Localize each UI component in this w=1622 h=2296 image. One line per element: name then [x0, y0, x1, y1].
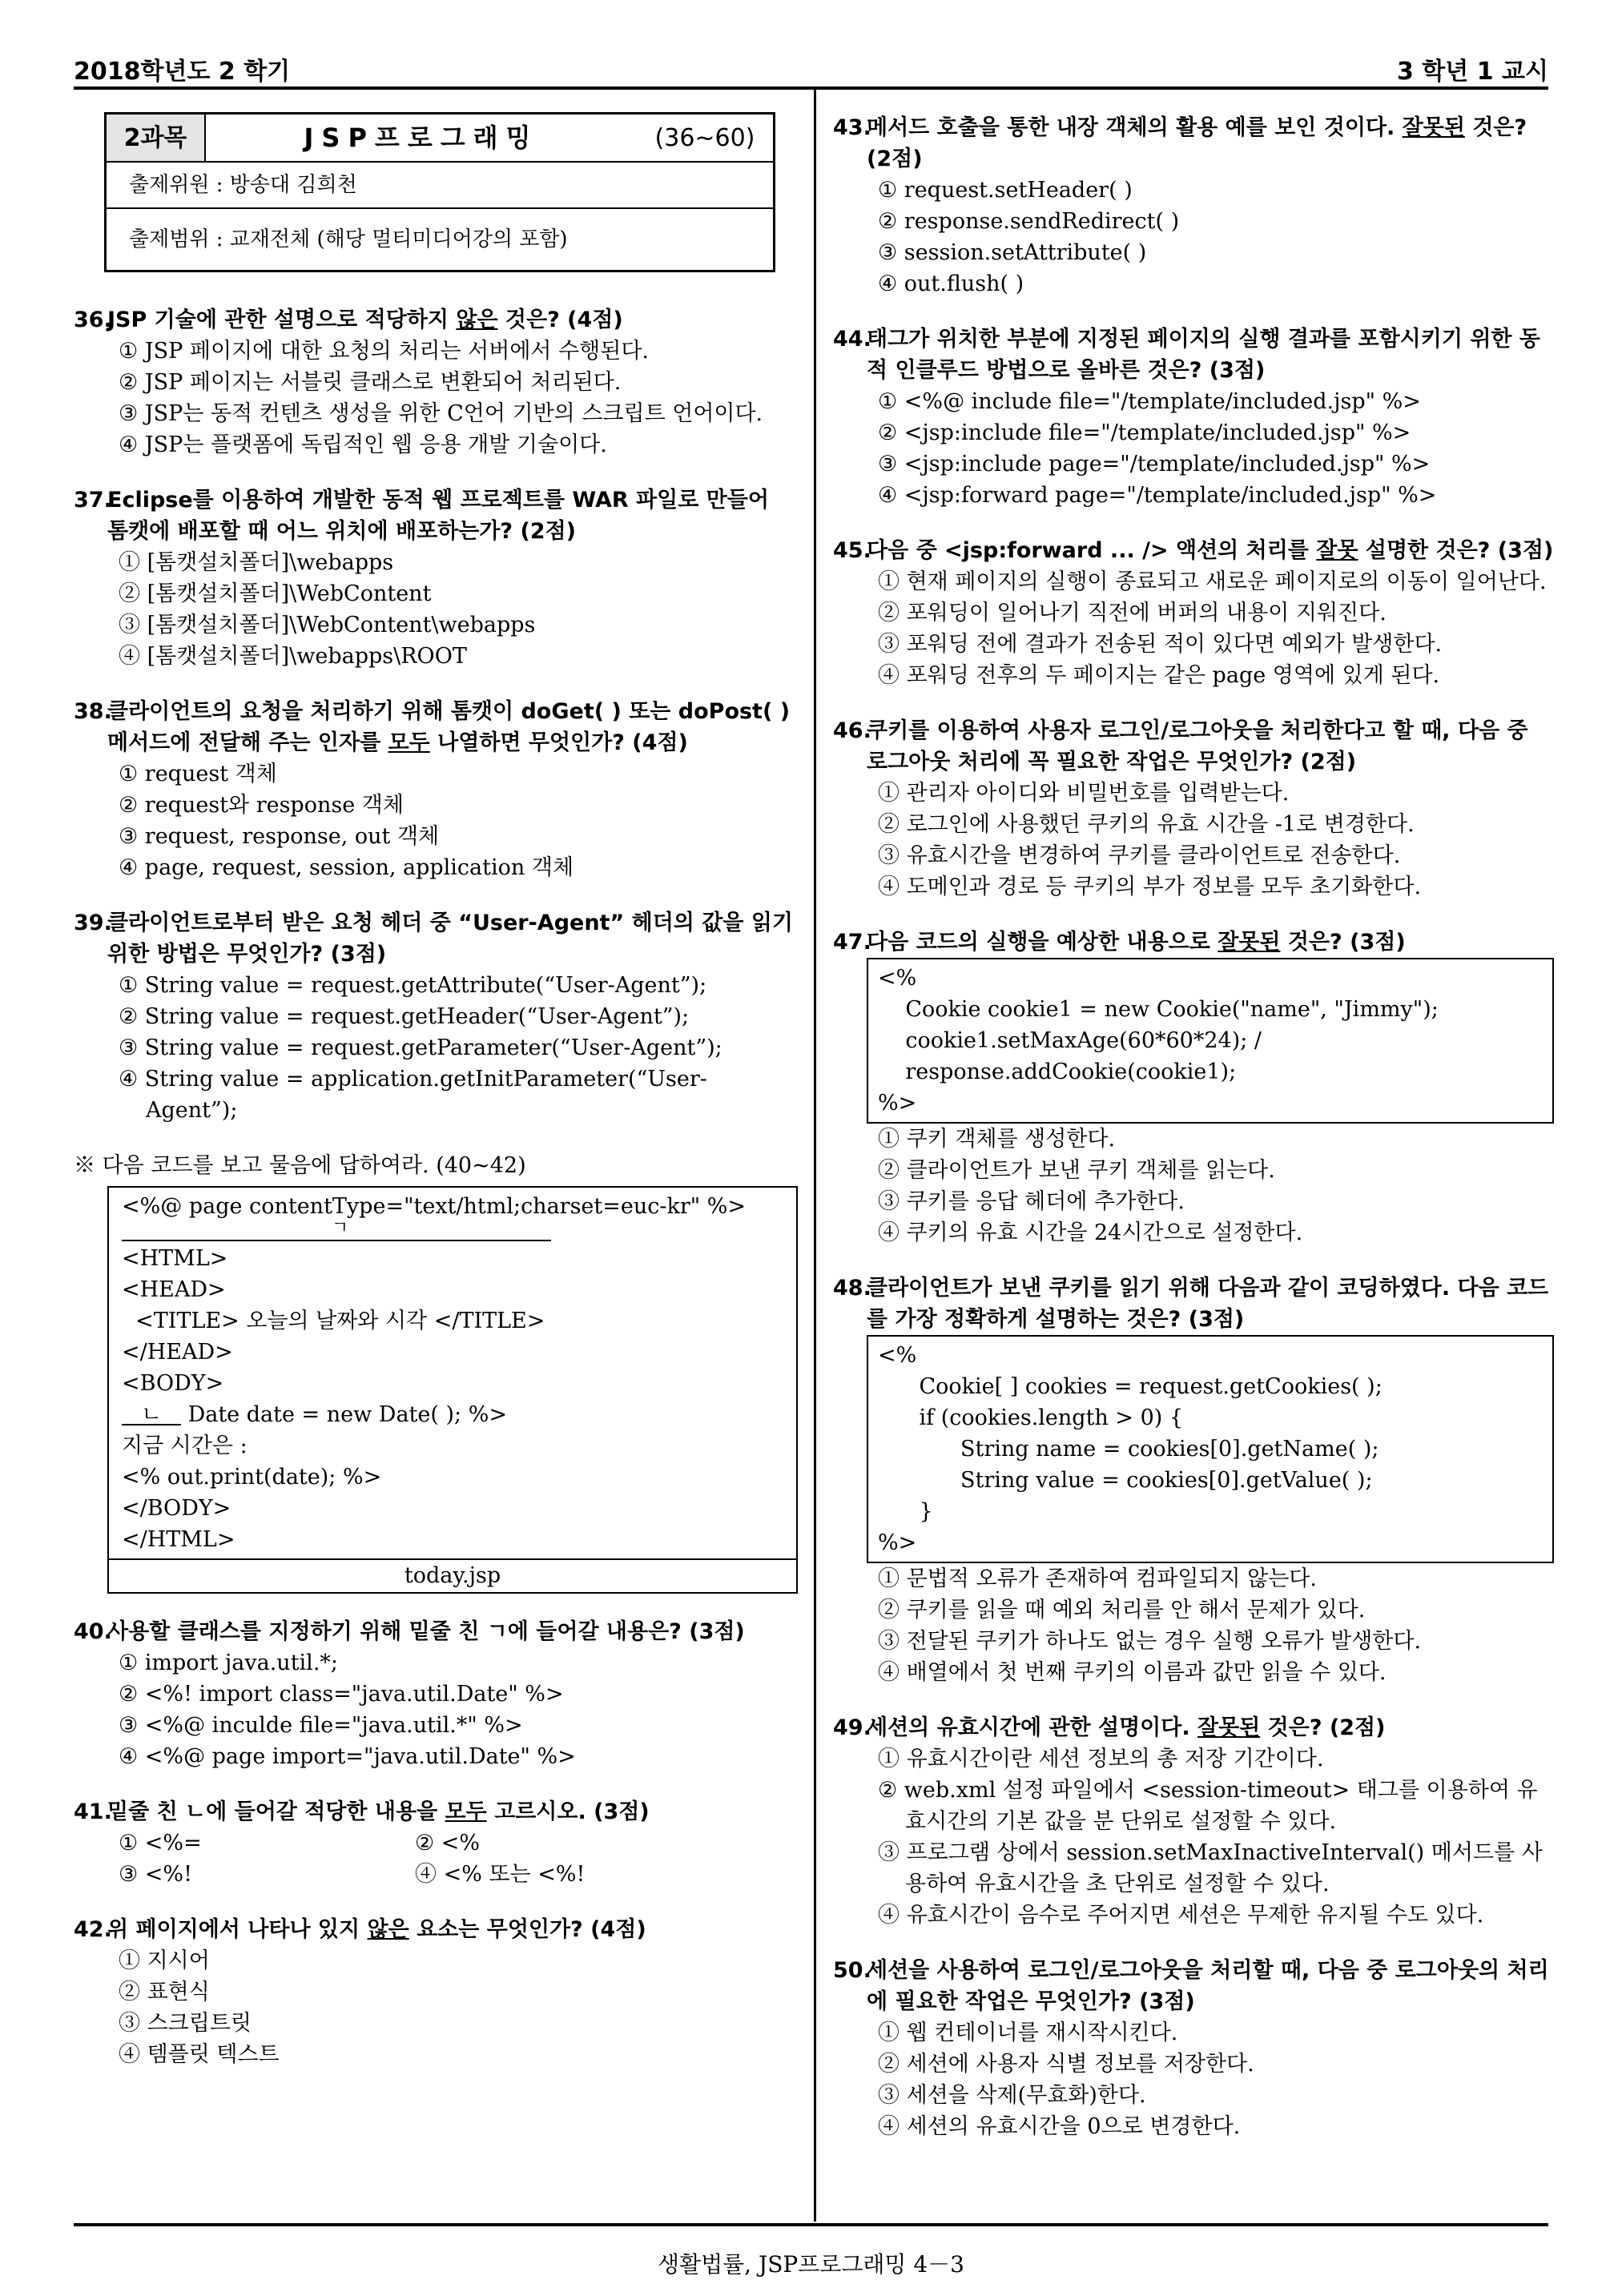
option: ④ <jsp:forward page="/template/included.jsp" %> — [878, 483, 1437, 508]
option: ② JSP 페이지는 서블릿 클래스로 변환되어 처리된다. — [119, 370, 622, 395]
option: ④ 쿠키의 유효 시간을 24시간으로 설정한다. — [878, 1220, 1303, 1245]
option: ④ <% 또는 <%! — [415, 1862, 586, 1887]
blank-mark-b: ㄴ — [122, 1406, 181, 1425]
option: ② <% — [415, 1831, 481, 1856]
option: ① request.setHeader( ) — [878, 178, 1133, 203]
option: ③ 세션을 삭제(무효화)한다. — [878, 2083, 1146, 2108]
option: ① 웹 컨테이너를 재시작시킨다. — [878, 2021, 1178, 2045]
option: ③ 전달된 쿠키가 하나도 없는 경우 실행 오류가 발생한다. — [878, 1629, 1422, 1654]
question-47: 47.다음 코드의 실행을 예상한 내용으로 잘못된 것은? (3점) <% Cookie cookie1 = new Cookie("name", "Jimmy"); cookie1.setMaxAge(60*60*24); / response.addCookie(cookie1); %> ① 쿠키 객체를 생성한다. ② 클라이언트가 보낸 쿠키 객체를 읽는다. ③ 쿠키를 응답 헤더에 추가한다. ④ 쿠키의 유효 시간을 24시간으로 설정한다. — [833, 927, 1554, 1249]
option: ① <%@ include file="/template/included.jsp" %> — [878, 389, 1421, 414]
subject-author: 출제위원 : 방송대 김희천 — [107, 163, 773, 209]
option: ④ 세션의 유효시간을 0으로 변경한다. — [878, 2114, 1241, 2139]
top-rule — [74, 86, 1548, 90]
option: ④ String value = application.getInitParameter(“User-Agent”); — [119, 1067, 707, 1123]
grade-period-label: 3 학년 1 교시 — [1396, 58, 1548, 86]
subject-title: JSP프로그래밍 — [304, 122, 539, 153]
bottom-rule — [74, 2223, 1548, 2226]
option: ③ <jsp:include page="/template/included.jsp" %> — [878, 452, 1431, 476]
code-block-today-jsp: <%@ page contentType="text/html;charset=euc-kr" %> ㄱ <HTML> <HEAD> <TITLE> 오늘의 날짜와 시각 </TITLE> </HEAD> <BODY> ㄴ Date date = new Date( ); %> 지금 시간은 : <% out.print(date); %> </BODY> </HTML> today.jsp — [107, 1186, 798, 1594]
option: ③ 스크립트릿 — [119, 2011, 252, 2036]
left-column — [74, 112, 795, 2094]
option: ④ 유효시간이 음수로 주어지면 세션은 무제한 유지될 수도 있다. — [878, 1903, 1484, 1928]
question-50: 50.세션을 사용하여 로그인/로그아웃을 처리할 때, 다음 중 로그아웃의 처리에 필요한 작업은 무엇인가? (3점) ① 웹 컨테이너를 재시작시킨다. ② 세션에 사용자 식별 정보를 저장한다. ③ 세션을 삭제(무효화)한다. ④ 세션의 유효시간을 0으로 변경한다. — [833, 1955, 1554, 2142]
option: ③ session.setAttribute( ) — [878, 240, 1147, 265]
option: ③ [톰캣설치폴더]\WebContent\webapps — [119, 613, 536, 637]
option: ④ <%@ page import="java.util.Date" %> — [119, 1744, 576, 1769]
option: ③ request, response, out 객체 — [119, 824, 440, 849]
option: ② 쿠키를 읽을 때 예외 처리를 안 해서 문제가 있다. — [878, 1598, 1366, 1622]
question-48: 48.클라이언트가 보낸 쿠키를 읽기 위해 다음과 같이 코딩하였다. 다음 코드를 가장 정확하게 설명하는 것은? (3점) <% Cookie[ ] cookies = request.getCookies( ); if (cookies.length > 0) { String name = cookies[0].getName( ); String value = cookies[0].getValue( ); } %> ① 문법적 오류가 존재하여 컴파일되지 않는다. ② 쿠키를 읽을 때 예외 처리를 안 해서 문제가 있다. ③ 전달된 쿠키가 하나도 없는 경우 실행 오류가 발생한다. ④ 배열에서 첫 번째 쿠키의 이름과 값만 읽을 수 있다. — [833, 1273, 1554, 1688]
question-range: (36∼60) — [654, 123, 755, 152]
option: ① 유효시간이란 세션 정보의 총 저장 기간이다. — [878, 1747, 1324, 1771]
option: ③ JSP는 동적 컨텐츠 생성을 위한 C언어 기반의 스크립트 언어이다. — [119, 401, 763, 426]
option: ② <%! import class="java.util.Date" %> — [119, 1682, 564, 1707]
option: ② web.xml 설정 파일에서 <session-timeout> 태그를 이용하여 유효시간의 기본 값을 분 단위로 설정할 수 있다. — [878, 1778, 1538, 1834]
option: ③ 유효시간을 변경하여 쿠키를 클라이언트로 전송한다. — [878, 843, 1401, 868]
option: ④ page, request, session, application 객체 — [119, 855, 574, 880]
question-36: 36.JSP 기술에 관한 설명으로 적당하지 않은 것은? (4점) ① JSP 페이지에 대한 요청의 처리는 서버에서 수행된다. ② JSP 페이지는 서블릿 클래스로 변환되어 처리된다. ③ JSP는 동적 컨텐츠 생성을 위한 C언어 기반의 스크립트 언어이다. ④ JSP는 플랫폼에 독립적인 웹 응용 개발 기술이다. — [74, 304, 795, 460]
option: ④ JSP는 플랫폼에 독립적인 웹 응용 개발 기술이다. — [119, 432, 607, 457]
option: ① 쿠키 객체를 생성한다. — [878, 1127, 1116, 1152]
option: ③ 쿠키를 응답 헤더에 추가한다. — [878, 1189, 1185, 1214]
question-37: 37.Eclipse를 이용하여 개발한 동적 웹 프로젝트를 WAR 파일로 만들어 톰캣에 배포할 때 어느 위치에 배포하는가? (2점) ① [톰캣설치폴더]\webapps ② [톰캣설치폴더]\WebContent ③ [톰캣설치폴더]\WebContent\webapps ④ [톰캣설치폴더]\webapps\ROOT — [74, 485, 795, 672]
option: ① import java.util.*; — [119, 1651, 338, 1675]
question-40: 40.사용할 클래스를 지정하기 위해 밑줄 친 ㄱ에 들어갈 내용은? (3점) ① import java.util.*; ② <%! import class="java.util.Date" %> ③ <%@ inculde file="java.util.*" %> ④ <%@ page import="java.util.Date" %> — [74, 1616, 795, 1772]
code-block-47: <% Cookie cookie1 = new Cookie("name", "Jimmy"); cookie1.setMaxAge(60*60*24); / response.addCookie(cookie1); %> — [867, 958, 1554, 1124]
semester-label: 2018학년도 2 학기 — [74, 58, 291, 86]
option: ④ 배열에서 첫 번째 쿠키의 이름과 값만 읽을 수 있다. — [878, 1660, 1387, 1685]
option: ④ [톰캣설치폴더]\webapps\ROOT — [119, 644, 467, 669]
option: ② String value = request.getHeader(“User-Agent”); — [119, 1004, 690, 1029]
column-divider — [814, 90, 816, 2222]
option: ① 지시어 — [119, 1948, 210, 1973]
option: ① 문법적 오류가 존재하여 컴파일되지 않는다. — [878, 1566, 1317, 1591]
option: ① String value = request.getAttribute(“User-Agent”); — [119, 973, 707, 998]
option: ① 현재 페이지의 실행이 종료되고 새로운 페이지로의 이동이 일어난다. — [878, 569, 1547, 594]
instruction-note: ※ 다음 코드를 보고 물음에 답하여라. (40∼42) — [74, 1153, 526, 1178]
option: ② 클라이언트가 보낸 쿠키 객체를 읽는다. — [878, 1158, 1275, 1183]
subject-number: 2과목 — [107, 115, 206, 161]
question-41: 41.밑줄 친 ㄴ에 들어갈 적당한 내용을 모두 고르시오. (3점) ① <%= ② <% ③ <%! ④ <% 또는 <%! — [74, 1796, 795, 1890]
question-44: 44.태그가 위치한 부분에 지정된 페이지의 실행 결과를 포함시키기 위한 동적 인클루드 방법으로 올바른 것은? (3점) ① <%@ include file="/template/included.jsp" %> ② <jsp:include file="/template/included.jsp" %> ③ <jsp:include page="/template/included.jsp" %> ④ <jsp:forward page="/template/included.jsp" %> — [833, 324, 1554, 511]
option: ② 표현식 — [119, 1980, 210, 2004]
option: ③ <%@ inculde file="java.util.*" %> — [119, 1713, 523, 1738]
question-45: 45.다음 중 <jsp:forward ... /> 액션의 처리를 잘못 설명한 것은? (3점) ① 현재 페이지의 실행이 종료되고 새로운 페이지로의 이동이 일어난다. ② 포워딩이 일어나기 직전에 버퍼의 내용이 지워진다. ③ 포워딩 전에 결과가 전송된 적이 있다면 예외가 발생한다. ④ 포워딩 전후의 두 페이지는 같은 page 영역에 있게 된다. — [833, 535, 1554, 691]
option: ② 세션에 사용자 식별 정보를 저장한다. — [878, 2052, 1254, 2077]
page-header — [74, 46, 1548, 86]
question-46: 46.쿠키를 이용하여 사용자 로그인/로그아웃을 처리한다고 할 때, 다음 중 로그아웃 처리에 꼭 필요한 작업은 무엇인가? (2점) ① 관리자 아이디와 비밀번호를 입력받는다. ② 로그인에 사용했던 쿠키의 유효 시간을 -1로 변경한다. ③ 유효시간을 변경하여 쿠키를 클라이언트로 전송한다. ④ 도메인과 경로 등 쿠키의 부가 정보를 모두 초기화한다. — [833, 715, 1554, 903]
option: ① JSP 페이지에 대한 요청의 처리는 서버에서 수행된다. — [119, 339, 649, 364]
option: ① [톰캣설치폴더]\webapps — [119, 550, 394, 575]
option: ③ <%! — [119, 1862, 192, 1887]
option: ② 포워딩이 일어나기 직전에 버퍼의 내용이 지워진다. — [878, 601, 1387, 625]
option: ② [톰캣설치폴더]\WebContent — [119, 581, 432, 606]
code-filename: today.jsp — [109, 1558, 796, 1592]
option: ④ 도메인과 경로 등 쿠키의 부가 정보를 모두 초기화한다. — [878, 875, 1422, 899]
subject-scope: 출제범위 : 교재전체 (해당 멀티미디어강의 포함) — [129, 227, 568, 251]
question-43: 43.메서드 호출을 통한 내장 객체의 활용 예를 보인 것이다. 잘못된 것은? (2점) ① request.setHeader( ) ② response.sendRedirect( ) ③ session.setAttribute( ) ④ out.flush( ) — [833, 112, 1554, 300]
option: ③ 포워딩 전에 결과가 전송된 적이 있다면 예외가 발생한다. — [878, 632, 1443, 657]
blank-mark-a: ㄱ — [332, 1218, 349, 1238]
option: ④ 템플릿 텍스트 — [119, 2042, 280, 2067]
question-49: 49.세션의 유효시간에 관한 설명이다. 잘못된 것은? (2점) ① 유효시간이란 세션 정보의 총 저장 기간이다. ② web.xml 설정 파일에서 <session-timeout> 태그를 이용하여 유효시간의 기본 값을 분 단위로 설정할 수 있다. ③ 프로그램 상에서 session.setMaxInactiveInterval() 메서드를 사용하여 유효시간을 초 단위로 설정할 수 있다. ④ 유효시간이 음수로 주어지면 세션은 무제한 유지될 수도 있다. — [833, 1712, 1554, 1931]
option: ② response.sendRedirect( ) — [878, 209, 1180, 234]
option: ① request 객체 — [119, 762, 277, 786]
question-38: 38.클라이언트의 요청을 처리하기 위해 톰캣이 doGet( ) 또는 doPost( ) 메서드에 전달해 주는 인자를 모두 나열하면 무엇인가? (4점) ① request 객체 ② request와 response 객체 ③ request, response, out 객체 ④ page, request, session, application 객체 — [74, 696, 795, 883]
code-block-48: <% Cookie[ ] cookies = request.getCookies( ); if (cookies.length > 0) { String name = cookies[0].getName( ); String value = cookies[0].getValue( ); } %> — [867, 1335, 1554, 1563]
option: ② 로그인에 사용했던 쿠키의 유효 시간을 -1로 변경한다. — [878, 812, 1415, 837]
subject-box — [104, 112, 775, 272]
option: ② request와 response 객체 — [119, 793, 404, 818]
right-column — [833, 112, 1554, 2166]
question-39: 39.클라이언트로부터 받은 요청 헤더 중 “User-Agent” 헤더의 값을 읽기 위한 방법은 무엇인가? (3점) ① String value = request.getAttribute(“User-Agent”); ② String value = request.getHeader(“User-Agent”); ③ String value = request.getParameter(“User-Agent”); ④ String value = application.getInitParameter(“User-Agent”); — [74, 907, 795, 1126]
option: ① 관리자 아이디와 비밀번호를 입력받는다. — [878, 781, 1290, 806]
question-42: 42.위 페이지에서 나타나 있지 않은 요소는 무엇인가? (4점) ① 지시어 ② 표현식 ③ 스크립트릿 ④ 템플릿 텍스트 — [74, 1914, 795, 2070]
option: ③ 프로그램 상에서 session.setMaxInactiveInterval() 메서드를 사용하여 유효시간을 초 단위로 설정할 수 있다. — [878, 1840, 1543, 1896]
option: ④ 포워딩 전후의 두 페이지는 같은 page 영역에 있게 된다. — [878, 663, 1440, 688]
option: ② <jsp:include file="/template/included.jsp" %> — [878, 420, 1411, 445]
page-footer: 생활법률, JSP프로그래밍 4－3 — [657, 2251, 964, 2278]
option: ① <%= — [119, 1831, 202, 1856]
option: ③ String value = request.getParameter(“User-Agent”); — [119, 1035, 722, 1060]
option: ④ out.flush( ) — [878, 271, 1024, 296]
